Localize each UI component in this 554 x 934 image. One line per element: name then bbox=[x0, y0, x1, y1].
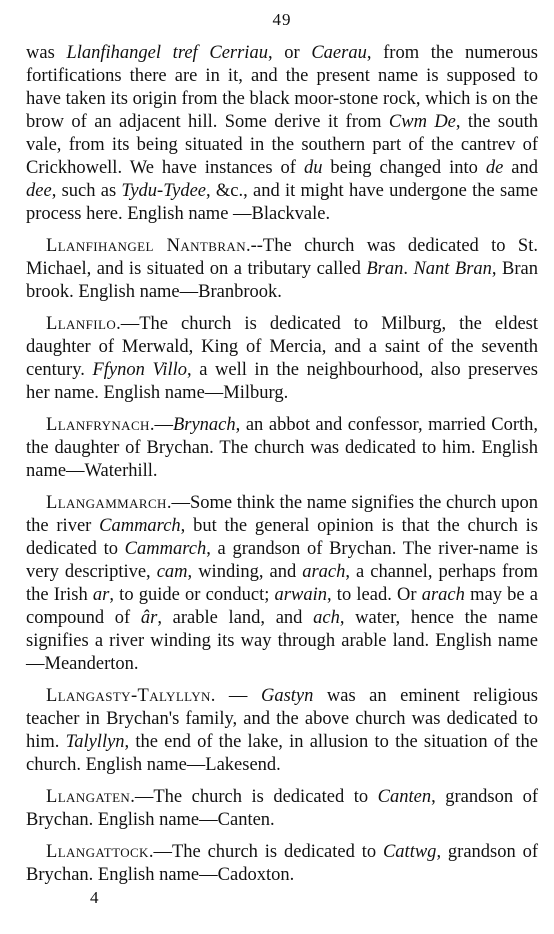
entry-heading: Llanfrynach bbox=[46, 415, 150, 435]
paragraph bbox=[26, 42, 538, 226]
text-run: , such as bbox=[51, 181, 122, 201]
text-run: , arable land, and bbox=[157, 608, 314, 628]
text-run: was an eminent religious teacher in Brychan's family, and the above church was dedicated to him. bbox=[26, 686, 538, 752]
italic-term: arach bbox=[302, 562, 346, 582]
text-run: , Bran brook. English name—Branbrook. bbox=[26, 259, 538, 302]
text-run: , the south vale, from its being situated in the southern part of the cantrev of Crickhowell. We have instances of bbox=[26, 112, 538, 178]
text-run: . — bbox=[210, 686, 261, 706]
text-run: , to guide or conduct; bbox=[109, 585, 275, 605]
italic-term: Llanfihangel tref Cerriau bbox=[66, 43, 268, 63]
paragraph bbox=[26, 786, 538, 832]
italic-term: Canten bbox=[377, 787, 432, 807]
text-run: , or bbox=[267, 43, 312, 63]
entry-heading: Llanfilo bbox=[46, 314, 117, 334]
text-run: , to lead. Or bbox=[326, 585, 422, 605]
italic-term: Cammarch bbox=[124, 539, 207, 559]
text-run: , grandson of Brychan. English name—Canten. bbox=[26, 787, 539, 830]
text-run: , but the general opinion is that the church is dedicated to bbox=[26, 516, 539, 559]
text-run: , grandson of Brychan. English name—Cadoxton. bbox=[26, 842, 539, 885]
page-number: 49 bbox=[272, 10, 292, 29]
book-page bbox=[26, 0, 538, 934]
paragraph bbox=[26, 685, 538, 777]
text-run: , an abbot and confessor, married Corth, the daughter of Brychan. The church was dedicated to him. English name—Waterhill. bbox=[26, 415, 538, 481]
text-run: .--The church was dedicated to St. Michael, and is situated on a tributary called bbox=[26, 236, 538, 279]
text-run: may be a compound of bbox=[26, 585, 539, 628]
italic-term: du bbox=[303, 158, 323, 178]
italic-term: Cattwg bbox=[382, 842, 437, 862]
italic-term: Nant Bran bbox=[413, 259, 492, 279]
paragraph bbox=[26, 841, 538, 887]
italic-term: Ffynon Villo bbox=[92, 360, 188, 380]
text-run: , a channel, perhaps from the Irish bbox=[26, 562, 538, 605]
italic-term: Cwm De bbox=[388, 112, 456, 132]
text-run: and bbox=[503, 158, 538, 178]
italic-term: de bbox=[485, 158, 504, 178]
entry-heading: Llangammarch bbox=[46, 493, 167, 513]
entry-heading: Llangasty-Talyllyn bbox=[46, 686, 211, 706]
text-run: .— bbox=[149, 415, 173, 435]
text-run: , water, hence the name signifies a river winding its way through arable land. English name—Meanderton. bbox=[26, 608, 539, 674]
italic-term: Tydu-Tydee bbox=[121, 181, 207, 201]
italic-term: arach bbox=[421, 585, 465, 605]
paragraph bbox=[26, 492, 538, 676]
text-run: being changed into bbox=[322, 158, 486, 178]
italic-term: ar bbox=[92, 585, 110, 605]
page-body bbox=[26, 42, 538, 896]
italic-term: arwain bbox=[274, 585, 327, 605]
italic-term: âr bbox=[140, 608, 158, 628]
text-run: .—Some think the name signifies the church upon the river bbox=[26, 493, 538, 536]
paragraph bbox=[26, 235, 538, 304]
text-run: , a grandson of Brychan. The river-name is very descriptive, bbox=[26, 539, 538, 582]
paragraph bbox=[26, 313, 538, 405]
text-run: .—The church is dedicated to bbox=[130, 787, 378, 807]
text-run: , from the numerous fortifications there are in it, and the present name is supposed to have taken its origin from the black moor-stone rock, which is on the brow of an adjacent hill. Some derive it from bbox=[26, 43, 539, 132]
italic-term: Gastyn bbox=[260, 686, 314, 706]
text-run: , winding, and bbox=[187, 562, 303, 582]
italic-term: cam bbox=[156, 562, 188, 582]
entry-heading: Llangaten bbox=[46, 787, 131, 807]
text-run: . bbox=[403, 259, 414, 279]
entry-heading: Llangattock bbox=[46, 842, 149, 862]
italic-term: ach bbox=[313, 608, 340, 628]
italic-term: Bran bbox=[366, 259, 404, 279]
signature-mark: 4 bbox=[90, 888, 99, 907]
italic-term: Cammarch bbox=[99, 516, 181, 536]
paragraph bbox=[26, 414, 538, 483]
italic-term: Brynach bbox=[172, 415, 236, 435]
text-run: .—The church is dedicated to Milburg, the eldest daughter of Merwald, King of Mercia, and a saint of the seventh century. bbox=[26, 314, 538, 380]
text-run: was bbox=[26, 43, 67, 63]
text-run: .—The church is dedicated to bbox=[148, 842, 383, 862]
text-run: , a well in the neighbourhood, also preserves her name. English name—Milburg. bbox=[26, 360, 538, 403]
text-run: , the end of the lake, in allusion to the situation of the church. English name—Lakesend. bbox=[26, 732, 538, 775]
italic-term: dee bbox=[26, 181, 52, 201]
entry-heading: Llanfihangel Nantbran bbox=[46, 236, 246, 256]
text-run: , &c., and it might have undergone the same process here. English name —Blackvale. bbox=[26, 181, 539, 224]
italic-term: Caerau bbox=[311, 43, 367, 63]
italic-term: Talyllyn bbox=[65, 732, 125, 752]
